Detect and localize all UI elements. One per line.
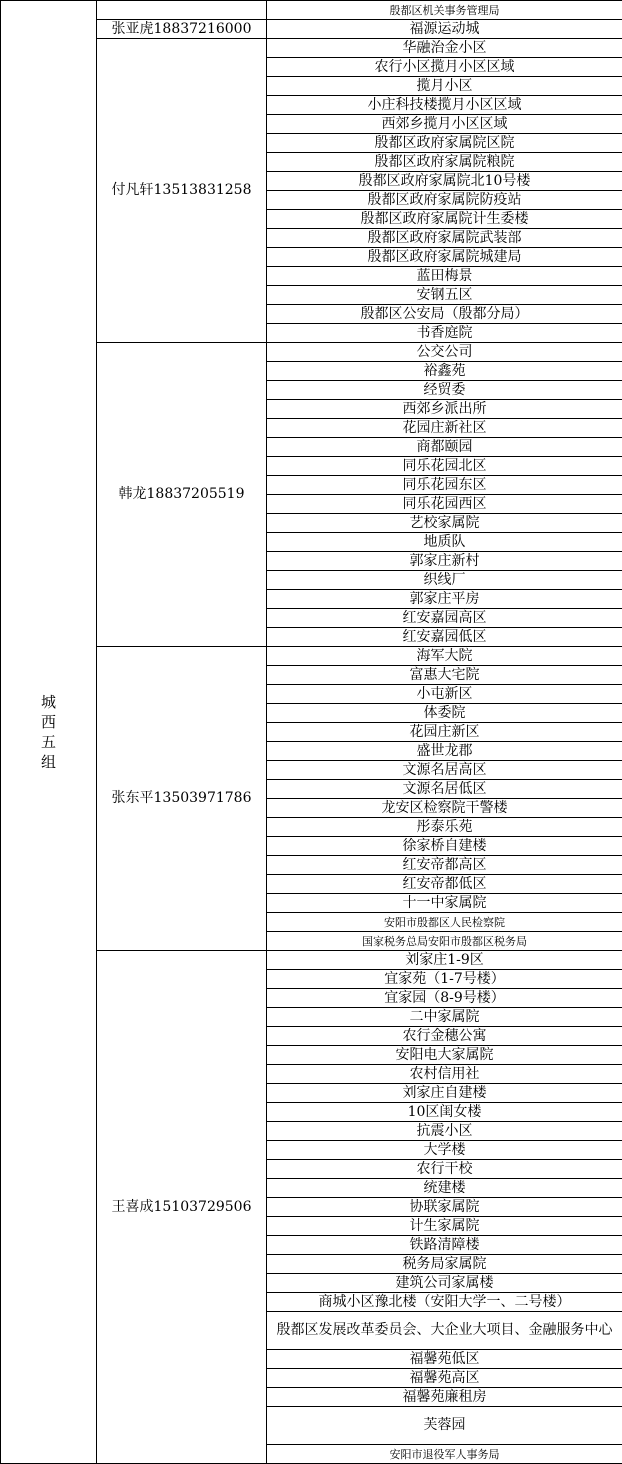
community-name: 福馨苑高区 xyxy=(267,1369,622,1388)
community-name: 商都颐园 xyxy=(267,438,622,457)
community-name: 宜家苑（1-7号楼） xyxy=(267,970,622,989)
community-name: 富惠大宅院 xyxy=(267,666,622,685)
community-name: 西郊乡揽月小区区域 xyxy=(267,115,622,134)
community-name: 郭家庄平房 xyxy=(267,590,622,609)
community-name: 农行小区揽月小区区域 xyxy=(267,58,622,77)
community-name: 殷都区政府家属院粮院 xyxy=(267,153,622,172)
community-name: 协联家属院 xyxy=(267,1198,622,1217)
community-name: 殷都区政府家属院城建局 xyxy=(267,248,622,267)
community-name: 殷都区政府家属院北10号楼 xyxy=(267,172,622,191)
community-name: 盛世龙郡 xyxy=(267,742,622,761)
community-name: 体委院 xyxy=(267,704,622,723)
community-name: 蓝田梅景 xyxy=(267,267,622,286)
community-name: 红安帝都高区 xyxy=(267,856,622,875)
community-name: 同乐花园西区 xyxy=(267,495,622,514)
community-name: 芙蓉园 xyxy=(267,1407,622,1445)
person-contact: 张东平13503971786 xyxy=(97,647,267,951)
community-name: 殷都区机关事务管理局 xyxy=(267,1,622,20)
community-name: 农村信用社 xyxy=(267,1065,622,1084)
community-name: 安阳市殷都区人民检察院 xyxy=(267,913,622,932)
community-name: 刘家庄1-9区 xyxy=(267,951,622,970)
community-name: 统建楼 xyxy=(267,1179,622,1198)
community-name: 税务局家属院 xyxy=(267,1255,622,1274)
community-name: 安钢五区 xyxy=(267,286,622,305)
community-name: 10区闺女楼 xyxy=(267,1103,622,1122)
community-name: 殷都区政府家属院武装部 xyxy=(267,229,622,248)
community-name: 宜家园（8-9号楼） xyxy=(267,989,622,1008)
community-name: 安阳市退役军人事务局 xyxy=(267,1445,622,1464)
community-name: 彤泰乐苑 xyxy=(267,818,622,837)
community-name: 艺校家属院 xyxy=(267,514,622,533)
community-name: 国家税务总局安阳市殷都区税务局 xyxy=(267,932,622,951)
community-name: 郭家庄新村 xyxy=(267,552,622,571)
community-name: 殷都区政府家属院计生委楼 xyxy=(267,210,622,229)
community-name: 计生家属院 xyxy=(267,1217,622,1236)
community-name: 铁路清障楼 xyxy=(267,1236,622,1255)
community-name: 海军大院 xyxy=(267,647,622,666)
group-name-text: 城西五组 xyxy=(40,693,56,771)
community-name: 小庄科技楼揽月小区区域 xyxy=(267,96,622,115)
community-name: 农行干校 xyxy=(267,1160,622,1179)
community-name: 经贸委 xyxy=(267,381,622,400)
person-contact xyxy=(97,1,267,20)
community-name: 小屯新区 xyxy=(267,685,622,704)
table-body xyxy=(1,1,622,1464)
person-contact: 王喜成15103729506 xyxy=(97,951,267,1464)
community-name: 福馨苑低区 xyxy=(267,1350,622,1369)
community-name: 殷都区发展改革委员会、大企业大项目、金融服务中心 xyxy=(267,1312,622,1350)
community-name: 刘家庄自建楼 xyxy=(267,1084,622,1103)
community-name: 红安嘉园低区 xyxy=(267,628,622,647)
community-name: 建筑公司家属楼 xyxy=(267,1274,622,1293)
community-name: 文源名居低区 xyxy=(267,780,622,799)
community-name: 殷都区公安局（殷都分局） xyxy=(267,305,622,324)
community-name: 西郊乡派出所 xyxy=(267,400,622,419)
community-name: 揽月小区 xyxy=(267,77,622,96)
community-name: 殷都区政府家属院区院 xyxy=(267,134,622,153)
group-name xyxy=(1,1,97,1464)
community-name: 福源运动城 xyxy=(267,20,622,39)
community-name: 文源名居高区 xyxy=(267,761,622,780)
community-name: 红安帝都低区 xyxy=(267,875,622,894)
community-name: 殷都区政府家属院防疫站 xyxy=(267,191,622,210)
community-name: 书香庭院 xyxy=(267,324,622,343)
community-name: 华融治金小区 xyxy=(267,39,622,58)
community-name: 龙安区检察院干警楼 xyxy=(267,799,622,818)
community-name: 徐家桥自建楼 xyxy=(267,837,622,856)
community-name: 红安嘉园高区 xyxy=(267,609,622,628)
community-name: 十一中家属院 xyxy=(267,894,622,913)
community-name: 农行金穗公寓 xyxy=(267,1027,622,1046)
community-name: 福馨苑廉租房 xyxy=(267,1388,622,1407)
community-name: 商城小区豫北楼（安阳大学一、二号楼） xyxy=(267,1293,622,1312)
community-name: 裕鑫苑 xyxy=(267,362,622,381)
table-row xyxy=(1,1,622,20)
community-name: 地质队 xyxy=(267,533,622,552)
person-contact: 付凡轩13513831258 xyxy=(97,39,267,343)
community-name: 同乐花园北区 xyxy=(267,457,622,476)
community-name: 花园庄新社区 xyxy=(267,419,622,438)
community-name: 二中家属院 xyxy=(267,1008,622,1027)
community-name: 公交公司 xyxy=(267,343,622,362)
community-name: 花园庄新区 xyxy=(267,723,622,742)
community-name: 大学楼 xyxy=(267,1141,622,1160)
community-name: 同乐花园东区 xyxy=(267,476,622,495)
person-contact: 韩龙18837205519 xyxy=(97,343,267,647)
person-contact: 张亚虎18837216000 xyxy=(97,20,267,39)
community-name: 抗震小区 xyxy=(267,1122,622,1141)
community-name: 安阳电大家属院 xyxy=(267,1046,622,1065)
community-name: 织线厂 xyxy=(267,571,622,590)
